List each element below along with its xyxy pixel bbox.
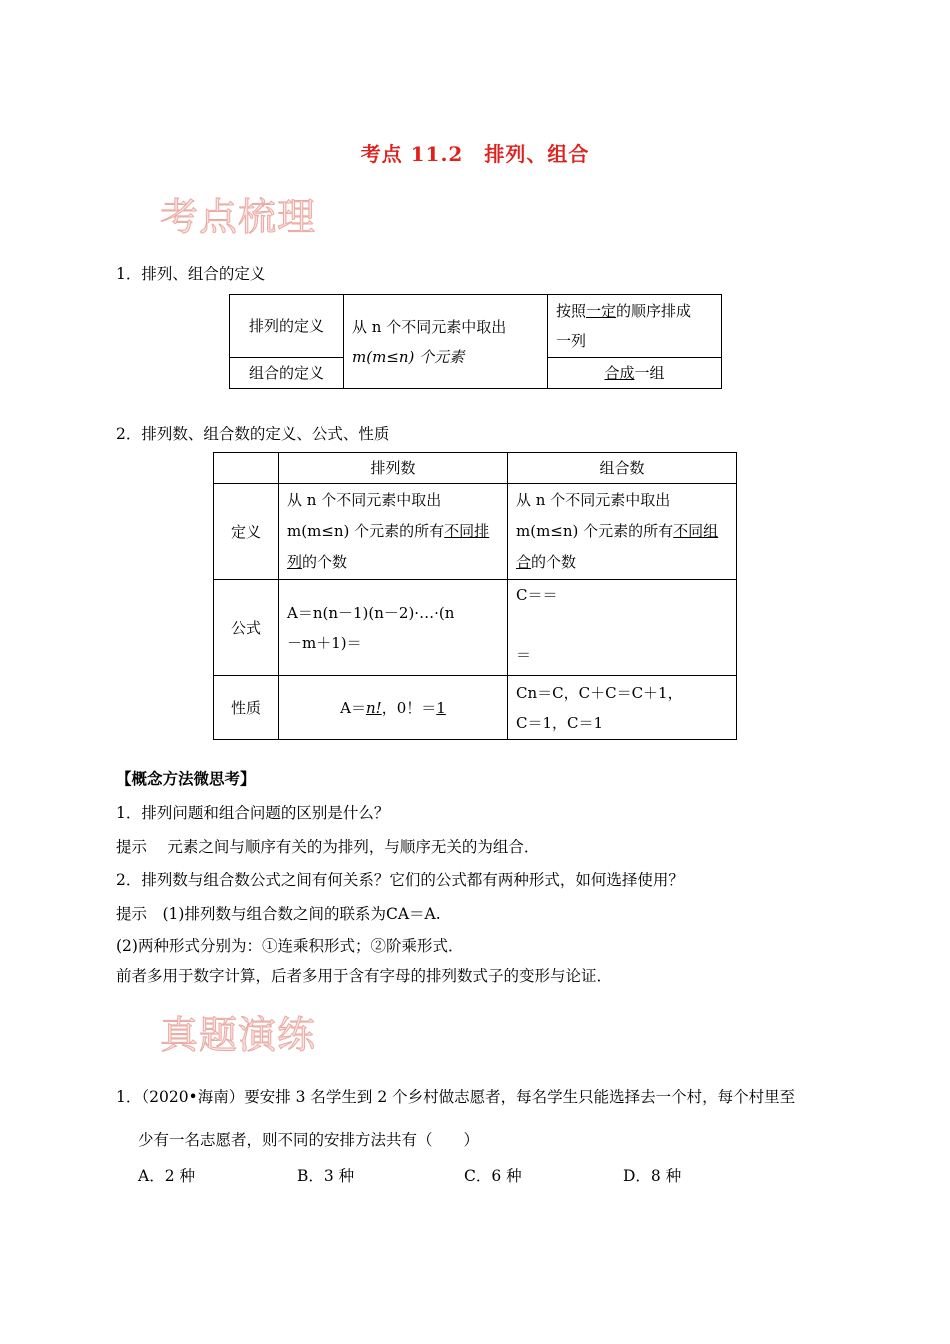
- line: A＝n(n－1)(n－2)·…·(n: [287, 603, 455, 622]
- underlined-text: 合成: [604, 364, 635, 382]
- underlined-text: 不同组: [673, 522, 719, 540]
- corner-cell: [214, 453, 279, 484]
- text-b: 一组: [634, 364, 665, 382]
- page-title: 考点 11.2 排列、组合: [360, 142, 590, 166]
- text: 的个数: [531, 553, 577, 571]
- text: ，0！＝: [381, 698, 437, 717]
- shared-definition-cell: [344, 295, 548, 389]
- text-a: 按照: [556, 302, 587, 320]
- line: [516, 516, 728, 547]
- line: 从 n 个不同元素中取出: [516, 491, 671, 509]
- think-answer-2-line1: 提示 (1)排列数与组合数之间的联系为CA＝A.: [116, 905, 441, 923]
- col-header-combination: 组合数: [508, 453, 737, 484]
- text: m(m≤n) 个元素的所有: [287, 522, 445, 540]
- underlined-text: n!: [366, 698, 382, 717]
- permutation-rule-line1: [556, 296, 713, 326]
- underlined-text: 合: [516, 553, 532, 571]
- shared-line1: 从 n 个不同元素中取出: [352, 317, 507, 336]
- option-a: A．2 种: [138, 1167, 195, 1185]
- row-permutation-label: 排列的定义: [230, 295, 344, 358]
- think-question-1: 1．排列问题和组合问题的区别是什么？: [116, 804, 390, 822]
- think-answer-2-line2: (2)两种形式分别为：①连乘积形式；②阶乘形式．: [116, 937, 464, 955]
- text: 的个数: [302, 553, 348, 571]
- comb-formula-cell: [508, 580, 737, 676]
- section-banner-practice: 真题演练: [160, 1013, 317, 1057]
- text: m(m≤n) 个元素的所有: [516, 522, 674, 540]
- think-answer-2-line3: 前者多用于数字计算，后者多用于含有字母的排列数式子的变形与论证．: [116, 967, 613, 985]
- underlined-text: 1: [436, 698, 446, 717]
- line: Cn＝C，C＋C＝C＋1，: [516, 683, 683, 702]
- line: [516, 547, 728, 578]
- row-label-formula: 公式: [214, 580, 279, 676]
- text-b: 的顺序排成: [616, 302, 692, 320]
- perm-definition-cell: [279, 484, 508, 580]
- underlined-text: 一定: [586, 302, 617, 320]
- line: C＝1，C＝1: [516, 713, 604, 732]
- row-label-definition: 定义: [214, 484, 279, 580]
- think-question-2: 2．排列数与组合数公式之间有何关系？它们的公式都有两种形式，如何选择使用？: [116, 871, 684, 889]
- line: C＝＝: [516, 586, 558, 604]
- think-heading: 【概念方法微思考】: [116, 769, 256, 788]
- problem-line2: 少有一名志愿者，则不同的安排方法共有（ ）: [138, 1131, 480, 1149]
- problem-line1: 1．（2020•海南）要安排 3 名学生到 2 个乡村做志愿者，每名学生只能选择去一个村，每个村里至: [116, 1088, 796, 1106]
- option-d: D．8 种: [623, 1167, 682, 1185]
- spacer: [516, 610, 728, 640]
- underlined-text: 不同排: [444, 522, 490, 540]
- line: 从 n 个不同元素中取出: [287, 491, 442, 509]
- perm-formula-cell: [279, 580, 508, 676]
- think-answer-1: 提示 元素之间与顺序有关的为排列，与顺序无关的为组合．: [116, 838, 540, 856]
- line: ＝: [516, 646, 532, 664]
- comb-property-cell: [508, 676, 737, 740]
- perm-property-cell: [279, 676, 508, 740]
- section2-heading: 2．排列数、组合数的定义、公式、性质: [116, 425, 390, 443]
- combination-rule-cell: [548, 358, 722, 389]
- permutation-rule-cell: [548, 295, 722, 358]
- shared-line2: m(m≤n) 个元素: [352, 347, 465, 366]
- underlined-text: 列: [287, 553, 303, 571]
- line: [287, 547, 499, 578]
- line: －m＋1)＝: [287, 633, 362, 652]
- formula-table: [213, 452, 737, 740]
- comb-definition-cell: [508, 484, 737, 580]
- col-header-permutation: 排列数: [279, 453, 508, 484]
- section1-heading: 1．排列、组合的定义: [116, 265, 266, 283]
- option-b: B．3 种: [297, 1167, 355, 1185]
- section-banner-review: 考点梳理: [160, 195, 317, 239]
- option-c: C．6 种: [464, 1167, 522, 1185]
- permutation-rule-line2: 一列: [556, 332, 587, 350]
- definition-table: [229, 294, 722, 389]
- row-combination-label: 组合的定义: [230, 358, 344, 389]
- row-label-property: 性质: [214, 676, 279, 740]
- text: A＝: [340, 698, 367, 717]
- line: [287, 516, 499, 547]
